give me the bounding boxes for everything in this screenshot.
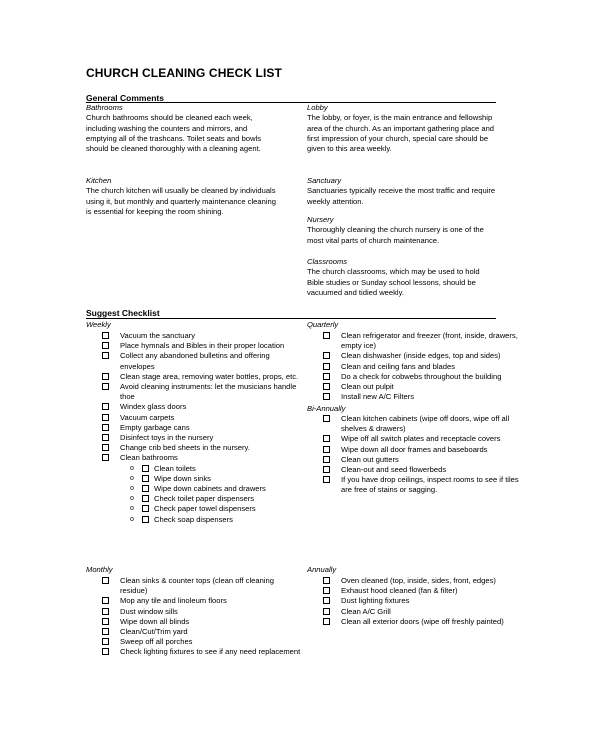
checklist-item-text: Change crib bed sheets in the nursery. xyxy=(120,443,250,453)
comment-text: The church kitchen will usually be cleaned by individuals using it, but monthly and quarterly maintenance cleaning is essential for keeping the room shining. xyxy=(86,186,276,216)
comment-label: Nursery xyxy=(307,215,334,224)
checklist-item-text: Dust window sills xyxy=(120,606,178,616)
checklist-item xyxy=(323,331,523,351)
checklist-item xyxy=(102,433,302,443)
checkbox[interactable] xyxy=(102,332,109,339)
checkbox[interactable] xyxy=(102,608,109,615)
checkbox[interactable] xyxy=(323,446,330,453)
checklist-item-text: Sweep off all porches xyxy=(120,637,193,647)
biannually-checklist xyxy=(323,414,523,496)
checklist-item xyxy=(323,475,523,495)
bullet-icon: o xyxy=(130,505,134,513)
checklist-item-text: Collect any abandoned bulletins and offering envelopes xyxy=(120,351,270,371)
checklist-item xyxy=(102,596,302,606)
checkbox[interactable] xyxy=(323,608,330,615)
checkbox[interactable] xyxy=(142,516,149,523)
checkbox[interactable] xyxy=(323,587,330,594)
checklist-item-text: Wipe down all door frames and baseboards xyxy=(341,444,488,454)
checkbox[interactable] xyxy=(323,352,330,359)
checklist-item-text: Wipe down cabinets and drawers xyxy=(154,484,266,494)
checklist-subitem xyxy=(102,504,302,514)
checkbox[interactable] xyxy=(102,434,109,441)
checklist-item-text: Disinfect toys in the nursery xyxy=(120,433,214,443)
checkbox[interactable] xyxy=(323,456,330,463)
checklist-item xyxy=(323,351,523,361)
general-comments-heading: General Comments xyxy=(86,93,164,103)
checklist-item-text: Check paper towel dispensers xyxy=(154,504,256,514)
checklist-item xyxy=(323,382,523,392)
checklist-item-text: Clean stage area, removing water bottles, props, etc. xyxy=(120,371,299,381)
checklist-item xyxy=(323,372,523,382)
biannually-label: Bi-Annually xyxy=(307,404,346,413)
comment-label: Kitchen xyxy=(86,176,112,185)
checklist-subitem xyxy=(102,484,302,494)
checklist-item-text: Vacuum the sanctuary xyxy=(120,331,195,340)
comment-text: Thoroughly cleaning the church nursery is one of the most vital parts of church maintenance. xyxy=(307,225,484,245)
checklist-item-text: Install new A/C Filters xyxy=(341,392,415,402)
checklist-subitem xyxy=(102,494,302,504)
checklist-subitem xyxy=(102,464,302,474)
checklist-subitem xyxy=(102,474,302,484)
comment-classrooms xyxy=(307,257,497,298)
checklist-item xyxy=(323,445,523,455)
checkbox[interactable] xyxy=(102,444,109,451)
checklist-item xyxy=(323,414,523,434)
checklist-item xyxy=(102,331,302,341)
checklist-item xyxy=(102,402,302,412)
checklist-item-text: Clean and ceiling fans and blades xyxy=(341,361,455,371)
checklist-item-text: Exhaust hood cleaned (fan & filter) xyxy=(341,586,458,596)
checklist-item-text: Windex glass doors xyxy=(120,402,187,412)
checkbox[interactable] xyxy=(323,577,330,584)
checkbox[interactable] xyxy=(102,352,109,359)
checkbox[interactable] xyxy=(142,485,149,492)
checklist-item xyxy=(102,576,302,596)
monthly-checklist xyxy=(102,576,302,658)
checklist-item-text: Check soap dispensers xyxy=(154,514,233,524)
checklist-item-text: Clean-out and seed flowerbeds xyxy=(341,465,447,475)
checklist-item-text: Clean dishwasher (inside edges, top and sides) xyxy=(341,351,501,361)
checklist-item-text: Clean all exterior doors (wipe off freshly painted) xyxy=(341,616,504,626)
bullet-icon: o xyxy=(130,515,134,523)
checklist-divider xyxy=(86,318,496,319)
checkbox[interactable] xyxy=(323,618,330,625)
bullet-icon: o xyxy=(130,495,134,503)
checkbox[interactable] xyxy=(323,373,330,380)
checkbox[interactable] xyxy=(323,383,330,390)
checklist-item-text: Clean bathrooms xyxy=(120,453,178,463)
comment-kitchen xyxy=(86,176,276,217)
bullet-icon: o xyxy=(130,464,134,472)
checklist-item-text: Place hymnals and Bibles in their proper location xyxy=(120,341,285,351)
comment-label: Bathrooms xyxy=(86,103,123,112)
checklist-item xyxy=(102,443,302,453)
checklist-item xyxy=(102,382,302,402)
checkbox[interactable] xyxy=(102,628,109,635)
page-title: CHURCH CLEANING CHECK LIST xyxy=(86,66,282,80)
checklist-subitem xyxy=(102,515,302,525)
checkbox[interactable] xyxy=(102,648,109,655)
checkbox[interactable] xyxy=(102,373,109,380)
checklist-item-text: Avoid cleaning instruments: let the musicians handle thoe xyxy=(120,382,297,402)
checklist-item xyxy=(102,627,302,637)
checkbox[interactable] xyxy=(323,476,330,483)
checklist-item-text: Clean toilets xyxy=(154,463,196,473)
checkbox[interactable] xyxy=(323,466,330,473)
comment-text: The lobby, or foyer, is the main entrance and fellowship area of the church. As an important gathering place and first impression of your church, special care should be given to this area weekly. xyxy=(307,113,495,154)
checklist-item-text: Wipe off all switch plates and receptacle covers xyxy=(341,434,501,444)
comment-lobby xyxy=(307,103,497,154)
checkbox[interactable] xyxy=(102,414,109,421)
checklist-item-text: Empty garbage cans xyxy=(120,422,190,432)
checklist-item xyxy=(323,607,523,617)
weekly-label: Weekly xyxy=(86,320,111,329)
annually-checklist xyxy=(323,576,523,627)
checklist-item-text: Do a check for cobwebs throughout the building xyxy=(341,371,502,381)
comment-text: Sanctuaries typically receive the most traffic and require weekly attention. xyxy=(307,186,496,206)
checklist-item-text: Clean/Cut/Trim yard xyxy=(120,627,188,637)
checklist-item-text: Mop any tile and linoleum floors xyxy=(120,596,227,606)
checklist-item-text: Check lighting fixtures to see if any need replacement xyxy=(120,647,301,657)
checklist-item xyxy=(323,596,523,606)
monthly-label: Monthly xyxy=(86,565,113,574)
checklist-heading: Suggest Checklist xyxy=(86,308,160,318)
checklist-item-text: Clean refrigerator and freezer (front, inside, drawers, empty ice) xyxy=(341,331,518,351)
checklist-item xyxy=(323,576,523,586)
checklist-item-text: Wipe down sinks xyxy=(154,473,211,483)
comment-text: Church bathrooms should be cleaned each week, including washing the counters and mirrors, and emptying all of the trashcans. Toilet seats and bowls should be cleaned thoroughly with a cleaning agent. xyxy=(86,113,262,154)
checklist-item xyxy=(323,586,523,596)
checkbox[interactable] xyxy=(142,505,149,512)
checkbox[interactable] xyxy=(102,638,109,645)
comment-label: Classrooms xyxy=(307,257,348,266)
checklist-item-text: Clean out gutters xyxy=(341,454,399,464)
checklist-item-text: Vacuum carpets xyxy=(120,412,175,422)
checklist-item xyxy=(323,392,523,402)
checkbox[interactable] xyxy=(323,415,330,422)
bullet-icon: o xyxy=(130,474,134,482)
checklist-item xyxy=(102,617,302,627)
checklist-item-text: Check toilet paper dispensers xyxy=(154,494,255,504)
comment-label: Lobby xyxy=(307,103,328,112)
checkbox[interactable] xyxy=(102,403,109,410)
checkbox[interactable] xyxy=(102,454,109,461)
checkbox[interactable] xyxy=(323,363,330,370)
checklist-item xyxy=(102,637,302,647)
checklist-item xyxy=(102,351,302,371)
weekly-checklist xyxy=(102,331,302,525)
checklist-item-text: Dust lighting fixtures xyxy=(341,596,410,606)
checkbox[interactable] xyxy=(323,393,330,400)
checklist-item xyxy=(323,455,523,465)
quarterly-label: Quarterly xyxy=(307,320,339,329)
checkbox[interactable] xyxy=(102,618,109,625)
checklist-item xyxy=(323,617,523,627)
checkbox[interactable] xyxy=(323,332,330,339)
checklist-item xyxy=(102,372,302,382)
checklist-item xyxy=(102,423,302,433)
comment-sanctuary xyxy=(307,176,497,207)
comment-label: Sanctuary xyxy=(307,176,342,185)
checklist-item-text: Clean kitchen cabinets (wipe off doors, wipe off all shelves & drawers) xyxy=(341,414,510,434)
checklist-item xyxy=(323,465,523,475)
annually-label: Annually xyxy=(307,565,337,574)
checkbox[interactable] xyxy=(142,475,149,482)
checklist-item xyxy=(102,413,302,423)
checkbox[interactable] xyxy=(102,342,109,349)
checkbox[interactable] xyxy=(102,424,109,431)
checkbox[interactable] xyxy=(323,435,330,442)
checklist-item xyxy=(323,434,523,444)
quarterly-checklist xyxy=(323,331,523,402)
checkbox[interactable] xyxy=(142,495,149,502)
comment-bathrooms xyxy=(86,103,276,154)
checkbox[interactable] xyxy=(102,597,109,604)
checklist-item-text: Clean sinks & counter tops (clean off cleaning residue) xyxy=(120,576,274,596)
checklist-item xyxy=(102,647,302,657)
comment-nursery xyxy=(307,215,497,246)
checkbox[interactable] xyxy=(102,383,109,390)
checkbox[interactable] xyxy=(323,597,330,604)
checklist-item-text: Clean out pulpit xyxy=(341,382,394,392)
checklist-item xyxy=(102,453,302,463)
checklist-item-text: Wipe down all blinds xyxy=(120,616,190,626)
checklist-item-text: Clean A/C Grill xyxy=(341,606,391,616)
comment-text: The church classrooms, which may be used to hold Bible studies or Sunday school lessons, should be vacuumed and tidied weekly. xyxy=(307,267,480,297)
checklist-item-text: Oven cleaned (top, inside, sides, front, edges) xyxy=(341,576,496,585)
bullet-icon: o xyxy=(130,485,134,493)
checklist-item-text: If you have drop ceilings, inspect rooms to see if tiles are free of stains or sagging. xyxy=(341,475,519,495)
checklist-item xyxy=(102,341,302,351)
checkbox[interactable] xyxy=(102,577,109,584)
checklist-item xyxy=(323,362,523,372)
checklist-item xyxy=(102,607,302,617)
checkbox[interactable] xyxy=(142,465,149,472)
